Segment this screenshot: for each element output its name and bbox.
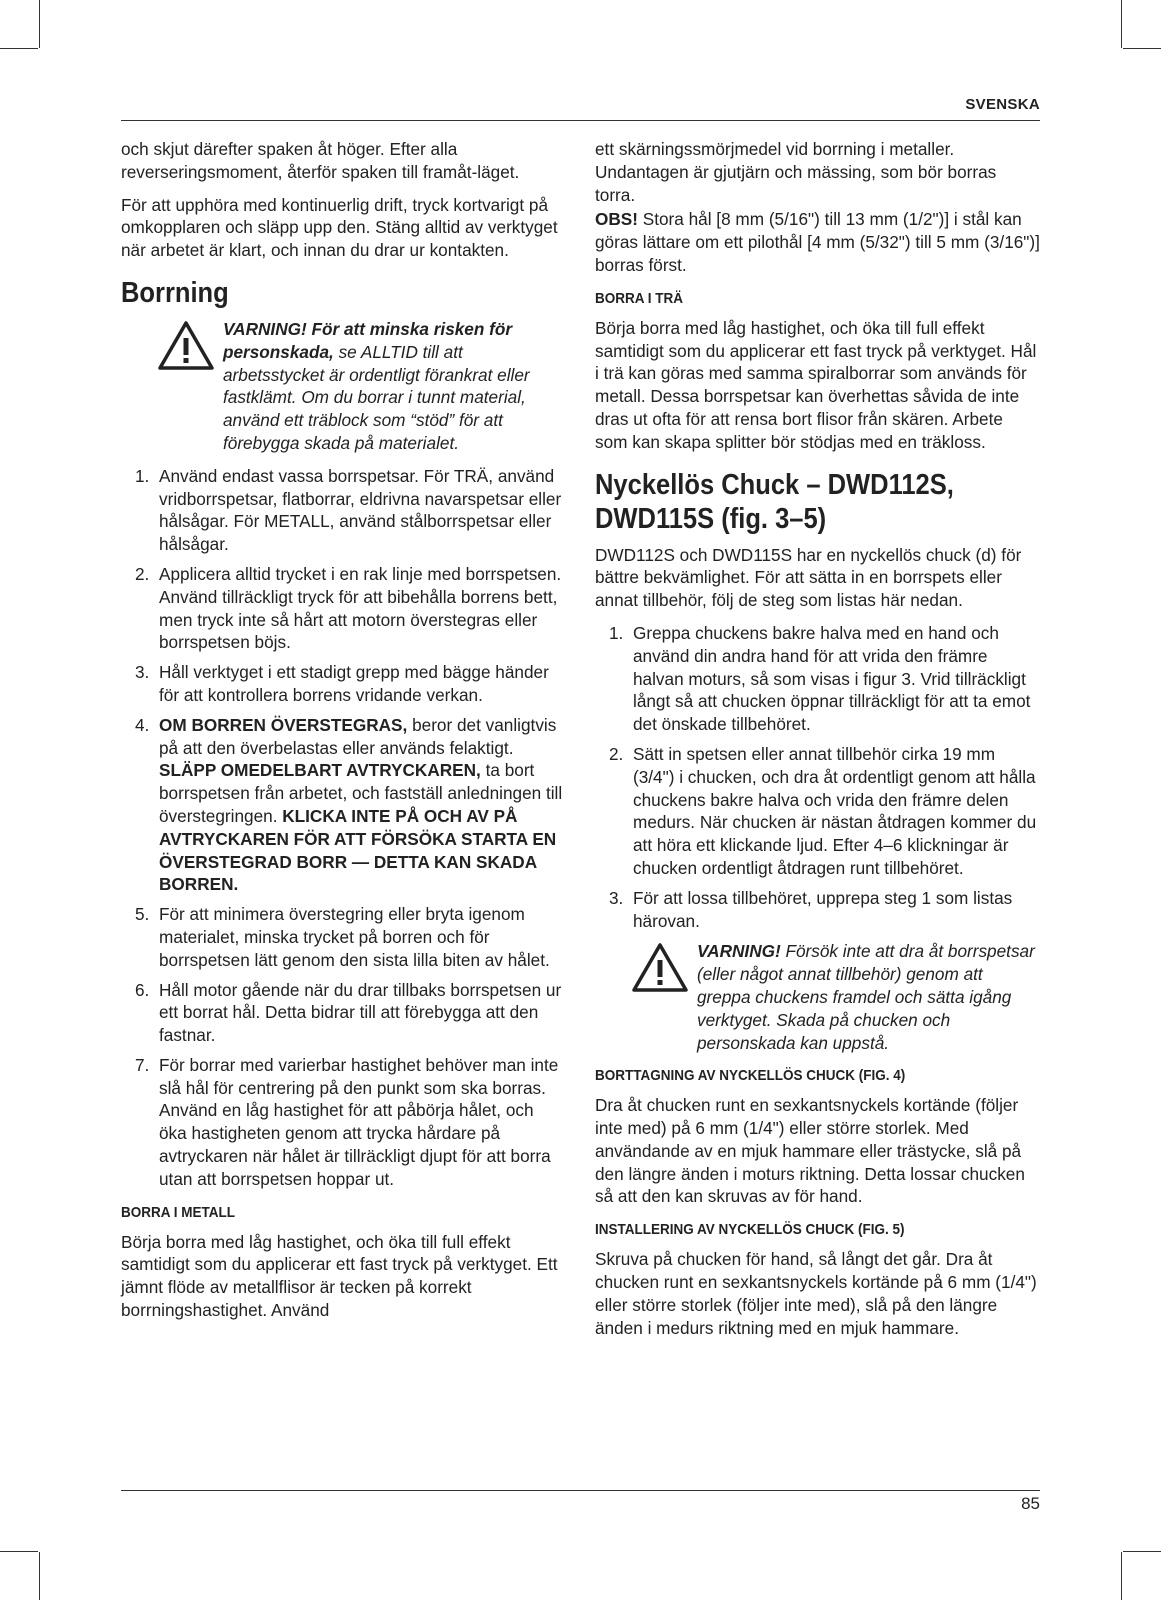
left-column: [121, 138, 566, 1332]
crop-mark: [39, 0, 40, 48]
warning-triangle-icon: [631, 942, 689, 994]
footer-rule: [121, 1490, 1040, 1491]
obs-label: OBS!: [595, 209, 638, 230]
list-text: beror det vanligtvis på att den överbelastas eller används felaktigt.: [159, 714, 557, 758]
warning-text: Försök inte att dra åt borrspetsar (eller något annat tillbehör) genom att greppa chuckens framdel och sätta igång verktyget. Skada på chucken och personskada kan uppstå.: [697, 941, 1035, 1053]
list-item: [121, 903, 566, 971]
list-bold-text: SLÄPP OMEDELBART AVTRYCKAREN,: [159, 760, 481, 781]
list-item: [595, 622, 1040, 736]
list-text: Sätt in spetsen eller annat tillbehör cirka 19 mm (3/4") i chucken, och dra åt ordentligt genom att hålla chuckens bakre halva och vrida den främre delen medurs. När chucken är nästan åtdragen kommer du att höra ett klickande ljud. Efter 4–6 klickningar är chucken ordentligt åtdragen runt tillbehöret.: [633, 743, 1037, 878]
list-number: 2.: [135, 563, 150, 584]
drilling-steps-list: [121, 465, 566, 1191]
list-item: [595, 743, 1040, 880]
list-item: [121, 1054, 566, 1191]
list-item: [121, 714, 566, 896]
warning-text: se ALLTID till att arbetsstycket är ordentligt förankrat eller fastklämt. Om du borrar i tunnt material, använd ett träblock som “stöd” för att förebygga skada på materialet.: [223, 341, 530, 453]
list-text: För borrar med varierbar hastighet behöver man inte slå hål för centrering på den punkt som ska borras. Använd en låg hastighet för att påbörja hålet, och öka hastigheten genom att trycka hårdare på avtryckaren när hålet är tillräckligt djupt för att borra utan att borrspetsen hoppar ut.: [159, 1054, 559, 1189]
crop-mark: [1123, 48, 1161, 49]
list-item: [121, 661, 566, 707]
list-item: [595, 887, 1040, 933]
crop-mark: [0, 1551, 38, 1552]
list-item: [121, 563, 566, 654]
subheading-install: INSTALLERING AV NYCKELLÖS CHUCK (FIG. 5): [595, 1221, 905, 1239]
list-number: 3.: [609, 887, 624, 908]
header-language: SVENSKA: [965, 96, 1040, 113]
list-text: Använd endast vassa borrspetsar. För TRÄ, använd vridborrspetsar, flatborrar, eldrivna navarspetsar eller hålsågar. För METALL, använd stålborrspetsar eller hålsågar.: [159, 465, 562, 555]
subheading-removal: BORTTAGNING AV NYCKELLÖS CHUCK (FIG. 4): [595, 1067, 906, 1085]
subheading-borra-i-tra: BORRA I TRÄ: [595, 289, 684, 307]
section-heading-borrning: Borrning: [121, 276, 229, 309]
list-number: 1.: [609, 622, 624, 643]
list-item: [121, 465, 566, 556]
warning-triangle-icon: [157, 320, 215, 372]
list-text: Håll verktyget i ett stadigt grepp med bägge händer för att kontrollera borrens vridande verkan.: [159, 662, 549, 705]
chuck-paragraph: DWD112S och DWD115S har en nyckellös chuck (d) för bättre bekvämlighet. För att sätta in en borrspets eller annat tillbehör, följ de steg som listas här nedan.: [595, 544, 1022, 611]
crop-mark: [1123, 1551, 1161, 1552]
intro-paragraph: För att upphöra med kontinuerlig drift, tryck kortvarigt på omkopplaren och släpp upp den. Stäng alltid av verktyget när arbetet är klart, och innan du drar ur kontakten.: [121, 194, 558, 261]
list-text: Håll motor gående när du drar tillbaks borrspetsen ur ett borrat hål. Detta bidrar till att förebygga att den fastnar.: [159, 979, 562, 1046]
list-text: Greppa chuckens bakre halva med en hand och använd din andra hand för att vrida den främre halvan moturs, så som visas i figur 3. Vrid tillräckligt långt så att chucken öppnar tillräckligt för att ta emot det önskade tillbehöret.: [633, 622, 1031, 735]
removal-paragraph: Dra åt chucken runt en sexkantsnyckels kortände (följer inte med) på 6 mm (1/4") eller större storlek. Med användande av en mjuk hammare eller trästycke, slå på den längre änden i moturs riktning. Detta lossar chucken så att den kan skruvas av för hand.: [595, 1095, 1025, 1207]
crop-mark: [1121, 0, 1122, 48]
warning-block: [595, 940, 1040, 1054]
section-heading-chuck: Nyckellös Chuck – DWD112S, DWD115S (fig. 3–5): [595, 468, 954, 535]
list-item: [121, 979, 566, 1047]
subheading-borra-i-metall: BORRA I METALL: [121, 1203, 235, 1221]
list-text: För att lossa tillbehöret, upprepa steg 1 som listas härovan.: [633, 887, 1013, 931]
metal-lubricant-paragraph: ett skärningssmörjmedel vid borrning i metaller. Undantagen är gjutjärn och mässing, som bör borras torra.: [595, 139, 997, 205]
warning-bold-text: VARNING!: [697, 941, 781, 962]
crop-mark: [39, 1552, 40, 1600]
warning-block: [121, 318, 566, 455]
crop-mark: [0, 48, 38, 49]
install-paragraph: Skruva på chucken för hand, så långt det går. Dra åt chucken runt en sexkantsnyckels kortände på 6 mm (1/4") eller större storlek (följer inte med), slå på den längre änden i medurs riktning med en mjuk hammare.: [595, 1249, 1037, 1338]
list-number: 1.: [135, 465, 150, 486]
list-bold-text: OM BORREN ÖVERSTEGRAS,: [159, 714, 408, 735]
list-bold-text: KLICKA INTE PÅ OCH AV PÅ AVTRYCKAREN FÖR ATT FÖRSÖKA STARTA EN ÖVERSTEGRAD BORR — DETTA KAN SKADA BORREN.: [159, 805, 557, 895]
tra-paragraph: Börja borra med låg hastighet, och öka till full effekt samtidigt som du applicerar ett fast tryck på verktyget. Hål i trä kan göras med samma spiralborrar som används för metall. Dessa borrspetsar kan överhettas såvida de inte dras ut ofta för att rensa bort flisor från skären. Arbete som kan skapa splitter bör stödjas med en träkloss.: [595, 317, 1037, 452]
chuck-steps-list: [595, 622, 1040, 932]
list-number: 6.: [135, 979, 150, 1000]
list-text: Applicera alltid trycket i en rak linje med borrspetsen. Använd tillräckligt tryck för att bibehålla borrens bett, men tryck inte så hårt att motorn överstegras eller borrspetsen böjs.: [159, 563, 562, 653]
list-number: 3.: [135, 662, 150, 683]
list-text: ta bort borrspetsen från arbetet, och fastställ anledningen till överstegringen.: [159, 760, 563, 826]
warning-bold-text: VARNING! För att minska risken för personskada,: [223, 318, 513, 362]
header-rule: [121, 120, 1040, 121]
list-number: 4.: [135, 714, 150, 735]
obs-note: [595, 208, 1040, 276]
right-column: [595, 138, 1040, 1349]
intro-paragraph: och skjut därefter spaken åt höger. Efter alla reverseringsmoment, återför spaken till framåt-läget.: [121, 139, 520, 182]
list-number: 7.: [135, 1054, 150, 1075]
obs-text: Stora hål [8 mm (5/16") till 13 mm (1/2")] i stål kan göras lättare om ett pilothål [4 mm (5/32") till 5 mm (3/16")] borras först.: [595, 209, 1040, 275]
list-number: 5.: [135, 904, 150, 925]
list-text: För att minimera överstegring eller bryta igenom materialet, minska trycket på borren och för borrspetsen lätt genom den sista lilla biten av hålet.: [159, 904, 550, 970]
list-number: 2.: [609, 743, 624, 764]
page-number: 85: [1021, 1494, 1040, 1513]
metall-paragraph: Börja borra med låg hastighet, och öka till full effekt samtidigt som du applicerar ett fast tryck på verktyget. Ett jämnt flöde av metallflisor är tecken på korrekt borrningshastighet. Använd: [121, 1231, 558, 1321]
crop-mark: [1121, 1552, 1122, 1600]
